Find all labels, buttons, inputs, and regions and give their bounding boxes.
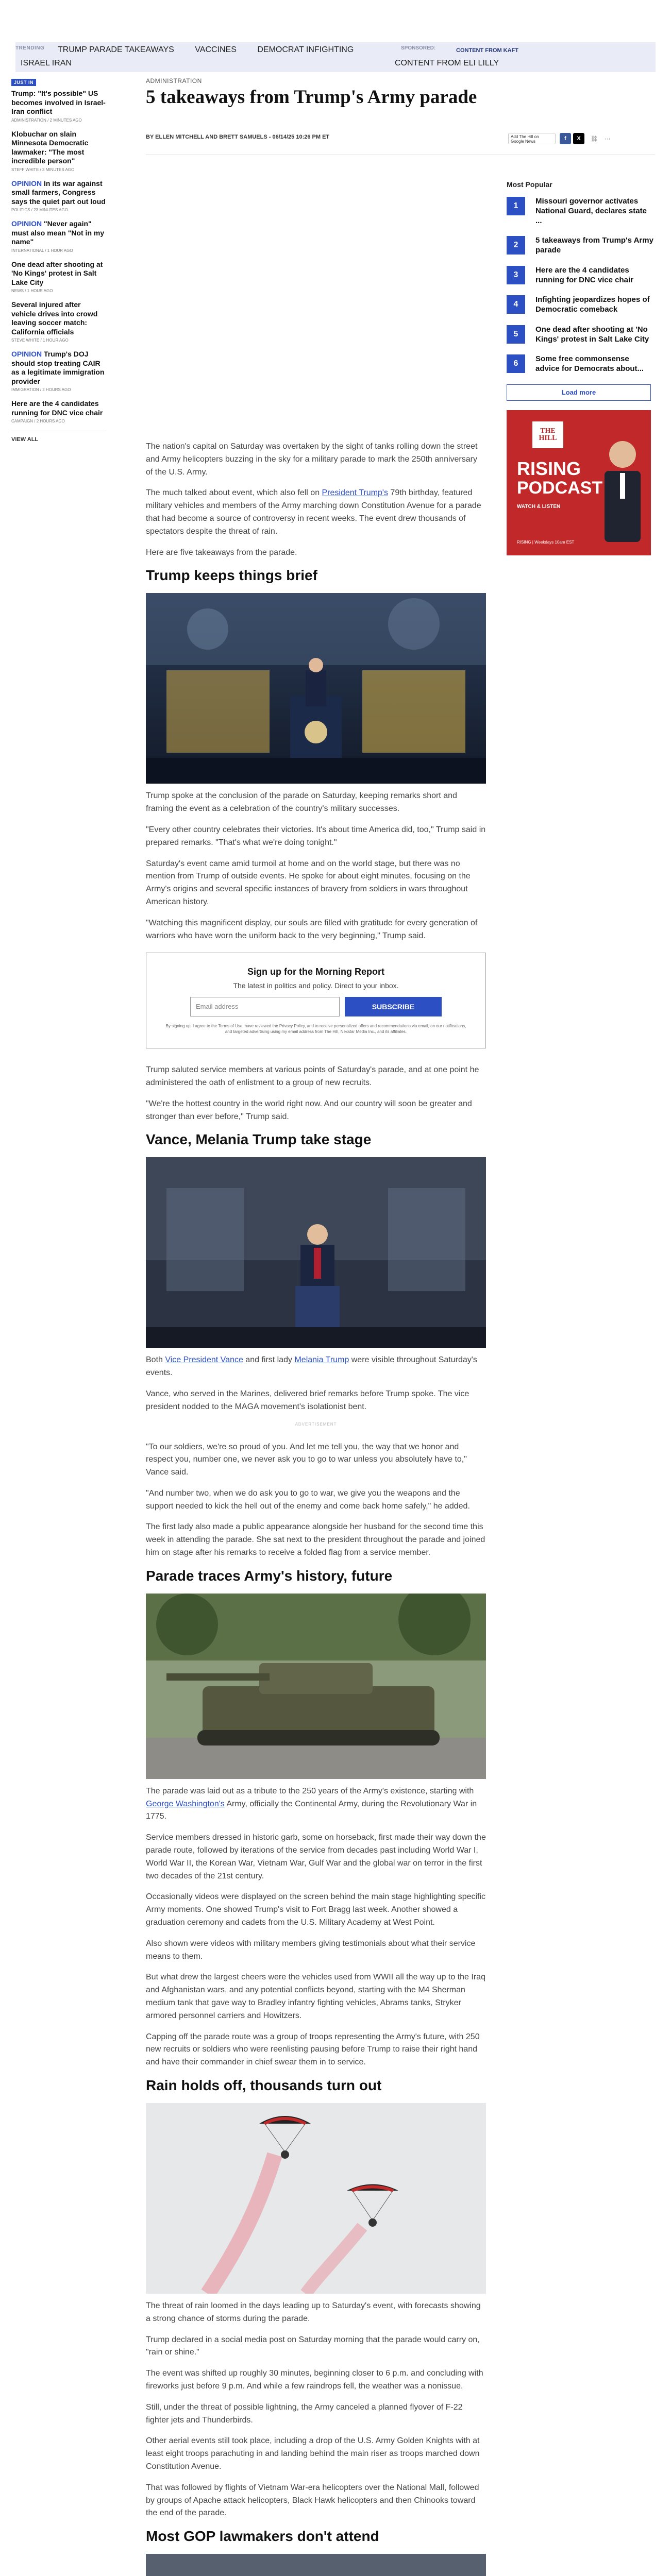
sidebar-meta: IMMIGRATION / 2 HOURS AGO xyxy=(11,387,71,392)
paragraph: Both Vice President Vance and first lady Melania Trump were visible throughout Saturday's events. xyxy=(146,1355,477,1378)
sidebar-headline[interactable]: Klobuchar on slain Minnesota Democratic lawmaker: "The most incredible person" xyxy=(11,129,89,165)
top-header xyxy=(0,0,671,72)
popular-headline[interactable]: Here are the 4 candidates running for DNC vice chair xyxy=(535,265,634,284)
promo-watch-text: WATCH & LISTEN xyxy=(517,503,561,510)
load-more-button[interactable]: Load more xyxy=(507,384,651,401)
popular-item[interactable] xyxy=(507,197,655,226)
promo-title-2: PODCAST xyxy=(517,478,603,498)
opinion-tag: OPINION xyxy=(11,219,42,228)
section-heading: Vance, Melania Trump take stage xyxy=(146,1131,372,1148)
host-photo xyxy=(599,429,646,542)
opinion-tag: OPINION xyxy=(11,179,42,188)
sidebar-item[interactable] xyxy=(11,399,107,423)
paragraph: The nation's capital on Saturday was overtaken by the sight of tanks rolling down the street and Army helicopters buzzing in the sky for a military parade to mark the 250th anniversary of the U.S. Army. xyxy=(146,442,478,477)
paragraph: The event was shifted up roughly 30 minutes, beginning closer to 6 p.m. and concluding with fireworks just before 9 p.m. And while a few raindrops fell, the weather was a nonissue. xyxy=(146,2369,483,2391)
paragraph: Vance, who served in the Marines, delivered brief remarks before Trump spoke. The vice president nodded to the MAGA movement's isolationist bent. xyxy=(146,1389,469,1411)
most-popular-title: Most Popular xyxy=(507,180,552,189)
trending-link[interactable]: DEMOCRAT INFIGHTING xyxy=(257,45,354,54)
paragraph: Occasionally videos were displayed on the screen behind the main stage highlighting specific Army moments. One showed Trump's visit to Fort Bragg last week. Another showed a graduation ceremony and cadets from the U.S. Military Academy at West Point. xyxy=(146,1892,486,1927)
sidebar-headline[interactable]: "Never again" must also mean "Not in my name" xyxy=(11,219,105,246)
sidebar-meta: INTERNATIONAL / 1 HOUR AGO xyxy=(11,248,73,253)
newsletter-title: Sign up for the Morning Report xyxy=(247,967,384,977)
popular-headline[interactable]: Some free commonsense advice for Democrats about... xyxy=(535,354,644,373)
popular-item[interactable] xyxy=(507,295,655,315)
paragraph: That was followed by flights of Vietnam War-era helicopters over the National Mall, followed by groups of Apache attack helicopters, Black Hawk helicopters and then Chinooks toward the end of the parade. xyxy=(146,2483,479,2518)
sidebar-meta: STEVE WHITE / 1 HOUR AGO xyxy=(11,338,69,343)
link-icon[interactable]: ⛓ xyxy=(589,133,600,144)
sidebar-headline[interactable]: Trump's DOJ should stop treating CAIR as a legitimate immigration provider xyxy=(11,350,105,385)
popular-item[interactable] xyxy=(507,236,655,256)
paragraph: Here are five takeaways from the parade. xyxy=(146,548,297,557)
just-in-badge: JUST IN xyxy=(11,79,36,86)
trump-speech-photo xyxy=(146,593,486,784)
promo-schedule: RISING | Weekdays 10am EST xyxy=(517,539,575,545)
section-heading: Parade traces Army's history, future xyxy=(146,1567,393,1584)
newsletter-subtitle: The latest in politics and policy. Direct to your inbox. xyxy=(233,981,399,990)
newsletter-signup xyxy=(146,953,486,1048)
paragraph: "And number two, when we do ask you to go to war, we give you the weapons and the support needed to kick the hell out of the enemy and come back home safely," he added. xyxy=(146,1488,470,1511)
sidebar-item[interactable] xyxy=(11,260,107,294)
trending-list xyxy=(58,45,372,55)
rank-badge: 5 xyxy=(507,325,525,344)
paragraph: Still, under the threat of possible lightning, the Army canceled a planned flyover of F-22 fighter jets and Thunderbirds. xyxy=(146,2402,463,2425)
section-heading: Rain holds off, thousands turn out xyxy=(146,2077,382,2094)
article-body xyxy=(146,440,486,2576)
inline-link[interactable]: President Trump's xyxy=(322,488,388,498)
paragraph: Trump spoke at the conclusion of the parade on Saturday, keeping remarks short and framing the event as a celebration of the country's military successes. xyxy=(146,791,457,814)
sidebar-meta: ADMINISTRATION / 2 MINUTES AGO xyxy=(11,117,82,123)
facebook-icon[interactable]: f xyxy=(560,133,571,144)
trending-link[interactable]: VACCINES xyxy=(195,45,237,54)
promo-title: RISING xyxy=(517,457,581,479)
sidebar-item[interactable] xyxy=(11,179,107,213)
popular-item[interactable] xyxy=(507,325,655,345)
sponsored-link[interactable]: CONTENT FROM KAFT xyxy=(456,47,518,54)
popular-headline[interactable]: Missouri governor activates National Guard, declares state ... xyxy=(535,197,647,225)
sidebar-headline[interactable]: One dead after shooting at 'No Kings' protest in Salt Lake City xyxy=(11,260,103,286)
section-heading: Trump keeps things brief xyxy=(146,567,317,584)
sidebar-headline[interactable]: Several injured after vehicle drives into crowd leaving soccer match: California officials xyxy=(11,300,98,336)
popular-headline[interactable]: One dead after shooting at 'No Kings' protest in Salt Lake City xyxy=(535,325,649,344)
more-icon[interactable]: ⋯ xyxy=(602,133,613,144)
sidebar-meta: POLITICS / 23 MINUTES AGO xyxy=(11,208,68,212)
opinion-tag: OPINION xyxy=(11,350,42,358)
popular-headline[interactable]: Infighting jeopardizes hopes of Democratic comeback xyxy=(535,295,650,314)
paragraph: Trump saluted service members at various points of Saturday's parade, and at one point he administered the oath of enlistment to a group of new recruits. xyxy=(146,1065,479,1087)
article-headline: 5 takeaways from Trump's Army parade xyxy=(146,87,477,108)
paragraph: "Every other country celebrates their victories. It's about time America did, too," Trump said in prepared remarks. "That's what we're doing tonight." xyxy=(146,825,486,847)
paragraph: Saturday's event came amid turmoil at home and on the world stage, but there was no mention from Trump of outside events. He spoke for about eight minutes, focusing on the Army's origins and several specific instances of bravery from soldiers in wars throughout American history. xyxy=(146,859,471,906)
sidebar-headline[interactable]: In its war against small farmers, Congress says the quiet part out loud xyxy=(11,179,106,206)
paragraph: Also shown were videos with military members giving testimonials about what their service means to them. xyxy=(146,1939,476,1961)
trending-label: TRENDING xyxy=(15,45,45,51)
inline-link[interactable]: Melania Trump xyxy=(294,1355,349,1365)
sidebar-item[interactable] xyxy=(11,300,107,343)
sidebar-item[interactable] xyxy=(11,219,107,253)
most-popular-rail xyxy=(507,180,655,555)
popular-item[interactable] xyxy=(507,354,655,374)
section-breadcrumb[interactable]: ADMINISTRATION xyxy=(146,77,202,84)
email-field[interactable]: Email address xyxy=(190,997,340,1016)
x-icon[interactable]: X xyxy=(573,133,584,144)
paragraph: Capping off the parade route was a group of troops representing the Army's future, with 250 new recruits or soldiers who were reenlisting pausing before Trump to raise their right hand and have their commander in chief swear them in to service. xyxy=(146,2032,480,2067)
paragraph: "We're the hottest country in the world right now. And our country will soon be greater and stronger than ever before," Trump said. xyxy=(146,1099,472,1121)
inline-link[interactable]: Vice President Vance xyxy=(165,1355,243,1365)
sidebar-headline[interactable]: Here are the 4 candidates running for DNC vice chair xyxy=(11,399,103,417)
popular-headline[interactable]: 5 takeaways from Trump's Army parade xyxy=(535,236,653,255)
paragraph: Other aerial events still took place, including a drop of the U.S. Army Golden Knights with at least eight troops parachuting in and landing behind the main riser as troops marched down Constitution Avenue. xyxy=(146,2436,480,2471)
sponsored-label: SPONSORED: xyxy=(401,45,436,51)
rank-badge: 4 xyxy=(507,295,525,314)
rank-badge: 3 xyxy=(507,266,525,284)
sponsored-link[interactable]: CONTENT FROM ELI LILLY xyxy=(395,59,499,67)
sidebar-meta: STEFF WHITE / 3 MINUTES AGO xyxy=(11,167,75,172)
paragraph: The threat of rain loomed in the days leading up to Saturday's event, with forecasts showing a strong chance of storms during the parade. xyxy=(146,2301,481,2323)
popular-item[interactable] xyxy=(507,266,655,285)
byline: BY ELLEN MITCHELL AND BRETT SAMUELS - 06/14/25 10:26 PM ET xyxy=(146,134,330,140)
paragraph: Service members dressed in historic garb, some on horseback, first made their way down the parade route, followed by iterations of the service from decades past including World War I, World War II, the Korean War, Vietnam War, Gulf War and the global war on terror in the first two decades of the 21st century. xyxy=(146,1833,486,1880)
sidebar-item[interactable] xyxy=(11,77,107,123)
newsletter-disclaimer: By signing up, I agree to the Terms of Use, have reviewed the Privacy Policy, and to receive personalized offers and recommendations via email, on our notifications, and targeted advertising using my email address from The Hill, Nexstar Media Inc., and its affiliates. xyxy=(165,1024,466,1034)
section-heading: Most GOP lawmakers don't attend xyxy=(146,2528,379,2545)
parachute-photo xyxy=(146,2103,486,2294)
paragraph: But what drew the largest cheers were the vehicles used from WWII all the way up to the Iraq and Afghanistan wars, and any potential conflicts beyond, starting with the M4 Sherman medium tank that gave way to Bradley infantry fighting vehicles, Abrams tanks, Stryker armored personnel carriers and Howitzers. xyxy=(146,1973,485,2020)
rank-badge: 6 xyxy=(507,354,525,373)
advertisement-label: ADVERTISEMENT xyxy=(295,1421,337,1427)
rank-badge: 1 xyxy=(507,197,525,215)
view-all-link[interactable]: VIEW ALL xyxy=(11,436,39,443)
google-news-button[interactable]: Add The Hill on Google News xyxy=(508,133,556,144)
rank-badge: 2 xyxy=(507,236,525,255)
paragraph: "Watching this magnificent display, our souls are filled with gratitude for every generation of warriors who have worn the uniform back to the very beginning," Trump said. xyxy=(146,918,478,940)
trending-link[interactable]: ISRAEL IRAN xyxy=(21,59,72,67)
latest-news-sidebar xyxy=(11,77,107,443)
sidebar-meta: NEWS / 1 HOUR AGO xyxy=(11,289,53,293)
rising-podcast-promo[interactable] xyxy=(507,410,651,555)
sidebar-item[interactable] xyxy=(11,130,107,172)
paragraph: The first lady also made a public appearance alongside her husband for the second time this week in attending the parade. She sat next to the president throughout the parade and joined him on stage after his remarks to receive a folded flag from a service member. xyxy=(146,1522,485,1557)
the-hill-logo: THE HILL xyxy=(532,421,563,448)
crowd-photo xyxy=(146,2554,486,2576)
paragraph: Trump declared in a social media post on Saturday morning that the parade would carry on, "rain or shine." xyxy=(146,2335,480,2357)
paragraph: The parade was laid out as a tribute to the 250 years of the Army's existence, starting with George Washington's Army, officially the Continental Army, during the Revolutionary War in 1775. xyxy=(146,1786,477,1821)
tank-parade-photo xyxy=(146,1594,486,1779)
sidebar-meta: CAMPAIGN / 2 HOURS AGO xyxy=(11,419,65,423)
vance-speech-photo xyxy=(146,1157,486,1348)
sidebar-headline[interactable]: Trump: "It's possible" US becomes involved in Israel-Iran conflict xyxy=(11,89,106,115)
sidebar-item[interactable] xyxy=(11,350,107,392)
paragraph: The much talked about event, which also fell on President Trump's 79th birthday, featured military vehicles and members of the Army marching down Constitution Avenue for a parade that had become a source of controversy in recent weeks. The event drew thousands of spectators despite the threat of rain. xyxy=(146,488,481,536)
paragraph: "To our soldiers, we're so proud of you. And let me tell you, the way that we honor and respect you, number one, we never ask you to go to war unless you absolutely have to," Vance said. xyxy=(146,1442,467,1477)
subscribe-button[interactable]: SUBSCRIBE xyxy=(345,997,442,1016)
trending-link[interactable]: TRUMP PARADE TAKEAWAYS xyxy=(58,45,174,54)
inline-link[interactable]: George Washington's xyxy=(146,1799,225,1808)
